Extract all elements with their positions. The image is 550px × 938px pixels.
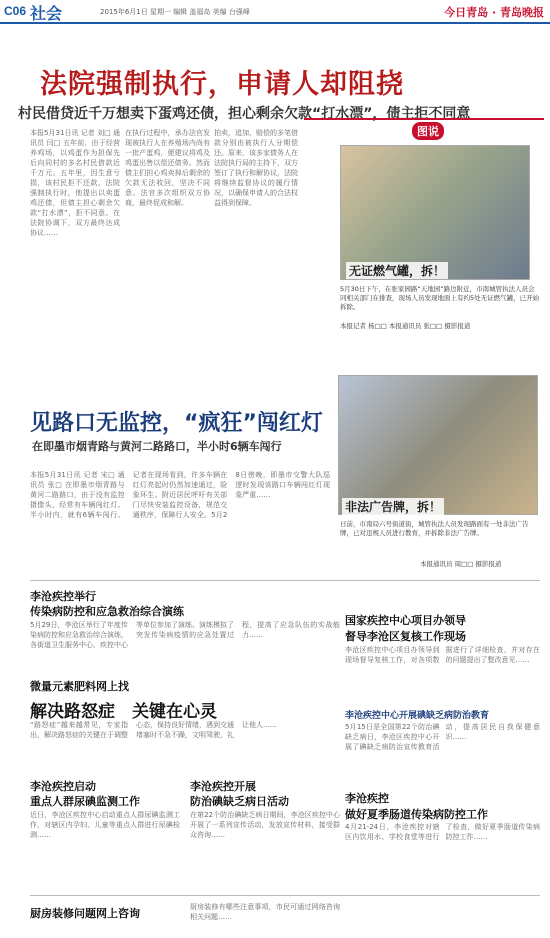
newspaper-brand: 今日青岛 · 青岛晚报 — [444, 6, 544, 19]
photo-caption-2: 日前，市南局六号街道街，城管执法人员发现路面有一处非法广告牌，已对违规人员进行教育，并拆除非法广告牌。 — [340, 520, 529, 537]
item-g-text: 在第22个防治碘缺乏病日期间，李沧区疾控中心开展了一系列宣传活动，发放宣传材料，接受群众咨询…… — [190, 811, 340, 839]
item-h-subtitle: 做好夏季肠道传染病防控工作 — [345, 808, 488, 821]
section-name: 社会 — [30, 4, 63, 23]
item-f-subtitle: 重点人群尿碘监测工作 — [30, 795, 140, 808]
photo-story-tag: 图说 — [412, 122, 444, 140]
item-h-title: 李沧疾控 — [345, 792, 389, 805]
item-a-subtitle: 传染病防控和应急救治综合演练 — [30, 605, 184, 618]
second-subhead: 在即墨市烟青路与黄河二路路口，半小时6辆车闯行 — [32, 440, 282, 453]
lead-subhead: 村民借贷近千万想卖下蛋鸡还债，担心剩余欠款“打水漂”，债主拒不同意 — [18, 106, 471, 122]
photo-credit-1: 本报记者 杨□□ 本报通讯员 张□□ 摄影报道 — [340, 322, 471, 330]
item-b-title: 微量元素肥料网上找 — [30, 680, 129, 693]
item-e-text: 5月15日是全国第22个防治碘缺乏病日，李沧区疾控中心开展了碘缺乏病防治宣传教育活动，提高居民自我保健意识…… — [345, 723, 540, 751]
lead-text-col1: 本报5月31日讯 记者 刘□ 通讯员 闫□ 五年前，由于经营养鸡场，以鸡蛋作为担保先后向同村的多名村民借款近千万元。五年里，因生意亏损，该村民拒不还款，法院强制执行时，他提出以卖蛋鸡还债，但债主担心剩余欠款“打水漂”，拒不同意。在法院协调下，双方最终达成协议…… — [30, 129, 120, 237]
photo-title-1: 无证燃气罐，拆！ — [346, 262, 448, 279]
item-d-subtitle: 督导李沧区复核工作现场 — [345, 630, 466, 643]
photo-credit-2: 本报通讯员 周□□ 摄影报道 — [420, 560, 502, 568]
lead-text-col2: 在执行过程中，承办法官发现被执行人在养殖场内尚有一批产蛋鸡，便建议将鸡及鸡蛋出售以偿还债务。然而债主们担心鸡卖掉后剩余的欠款无法收回，坚决不同意。法官多次组织双方协商，最终促成和解。 — [125, 129, 210, 207]
photo-caption-1: 5月30日下午，在张家园路“天地园”路边附近，市南城管执法人员会同相关部门在排查，现场人员发现地面上有约5处无证燃气罐，已开始拆除。 — [340, 285, 540, 311]
divider-2 — [30, 895, 540, 896]
item-d-title: 国家疾控中心项目办领导 — [345, 614, 466, 627]
item-a-title: 李沧疾控举行 — [30, 590, 96, 603]
divider-1 — [30, 580, 540, 581]
item-g-subtitle: 防治碘缺乏病日活动 — [190, 795, 289, 808]
item-f-text: 近日，李沧区疾控中心启动重点人群尿碘监测工作，对辖区内孕妇、儿童等重点人群进行尿碘检测…… — [30, 811, 180, 839]
item-i-text: 厨房装修有哪些注意事项，市民可通过网络咨询相关问题…… — [190, 903, 340, 921]
second-headline: 见路口无监控，“疯狂”闯红灯 — [30, 411, 323, 436]
item-e-title: 李沧疾控中心开展碘缺乏病防治教育 — [345, 711, 490, 721]
page-number: C06 — [4, 4, 27, 18]
photo-title-2: 非法广告牌，拆！ — [342, 498, 444, 515]
item-c-text: “路怒症”越来越常见，专家指出，解决路怒症的关键在于调整心态，保持良好情绪，遇到交通堵塞时不急不躁，文明驾驶，礼让他人…… — [30, 721, 277, 739]
item-a-text: 5月29日，李沧区举行了年度传染病防控和应急救治综合演练，各街道卫生服务中心、疾控中心等单位参加了演练。演练模拟了突发传染病疫情的应急处置过程，提高了应急队伍的实战能力…… — [30, 621, 340, 649]
item-f-title: 李沧疾控启动 — [30, 780, 96, 793]
item-c-title: 解决路怒症 关键在心灵 — [30, 702, 217, 722]
date-line: 2015年6月1日 星期一 编辑 盖福岛 美编 台强峰 — [100, 8, 250, 16]
item-d-text: 李沧区疾控中心项目办领导到现场督导复核工作，对各项数据进行了详细检查，并对存在的问题提出了整改意见…… — [345, 646, 540, 664]
item-h-text: 4月21-24日，李沧疾控对辖区内饮用水、学校食堂等进行了检查，做好夏季肠道传染病防控工作…… — [345, 823, 540, 841]
item-g-title: 李沧疾控开展 — [190, 780, 256, 793]
illegal-billboard-photo — [338, 375, 538, 515]
lead-text-col3: 拍卖，追加、赔偿的多笔借款分别由被执行人分期偿还。原来，该多家债务人在法院执行局的主持下，双方签订了执行和解协议，法院将继续监督协议的履行情况，以确保申请人的合法权益得到保障。 — [214, 129, 298, 207]
gas-cylinder-photo — [340, 145, 530, 280]
second-text: 本报5月31日讯 记者 宋□ 通讯员 张□ 在即墨市烟青路与黄河二路路口，由于没有监控摄像头，经常有车辆闯红灯。半小时内，就有6辆车闯行。记者在现场看到，许多车辆在红灯亮起时仍然加速通过，险象环生。附近居民呼吁有关部门尽快安装监控设备，规范交通秩序，保障行人安全。5月28日傍晚，即墨市交警大队巡逻时发现该路口车辆闯红灯现象严重…… — [30, 471, 330, 519]
item-i-title: 厨房装修问题网上咨询 — [30, 907, 140, 920]
lead-headline: 法院强制执行，申请人却阻挠 — [40, 69, 404, 100]
